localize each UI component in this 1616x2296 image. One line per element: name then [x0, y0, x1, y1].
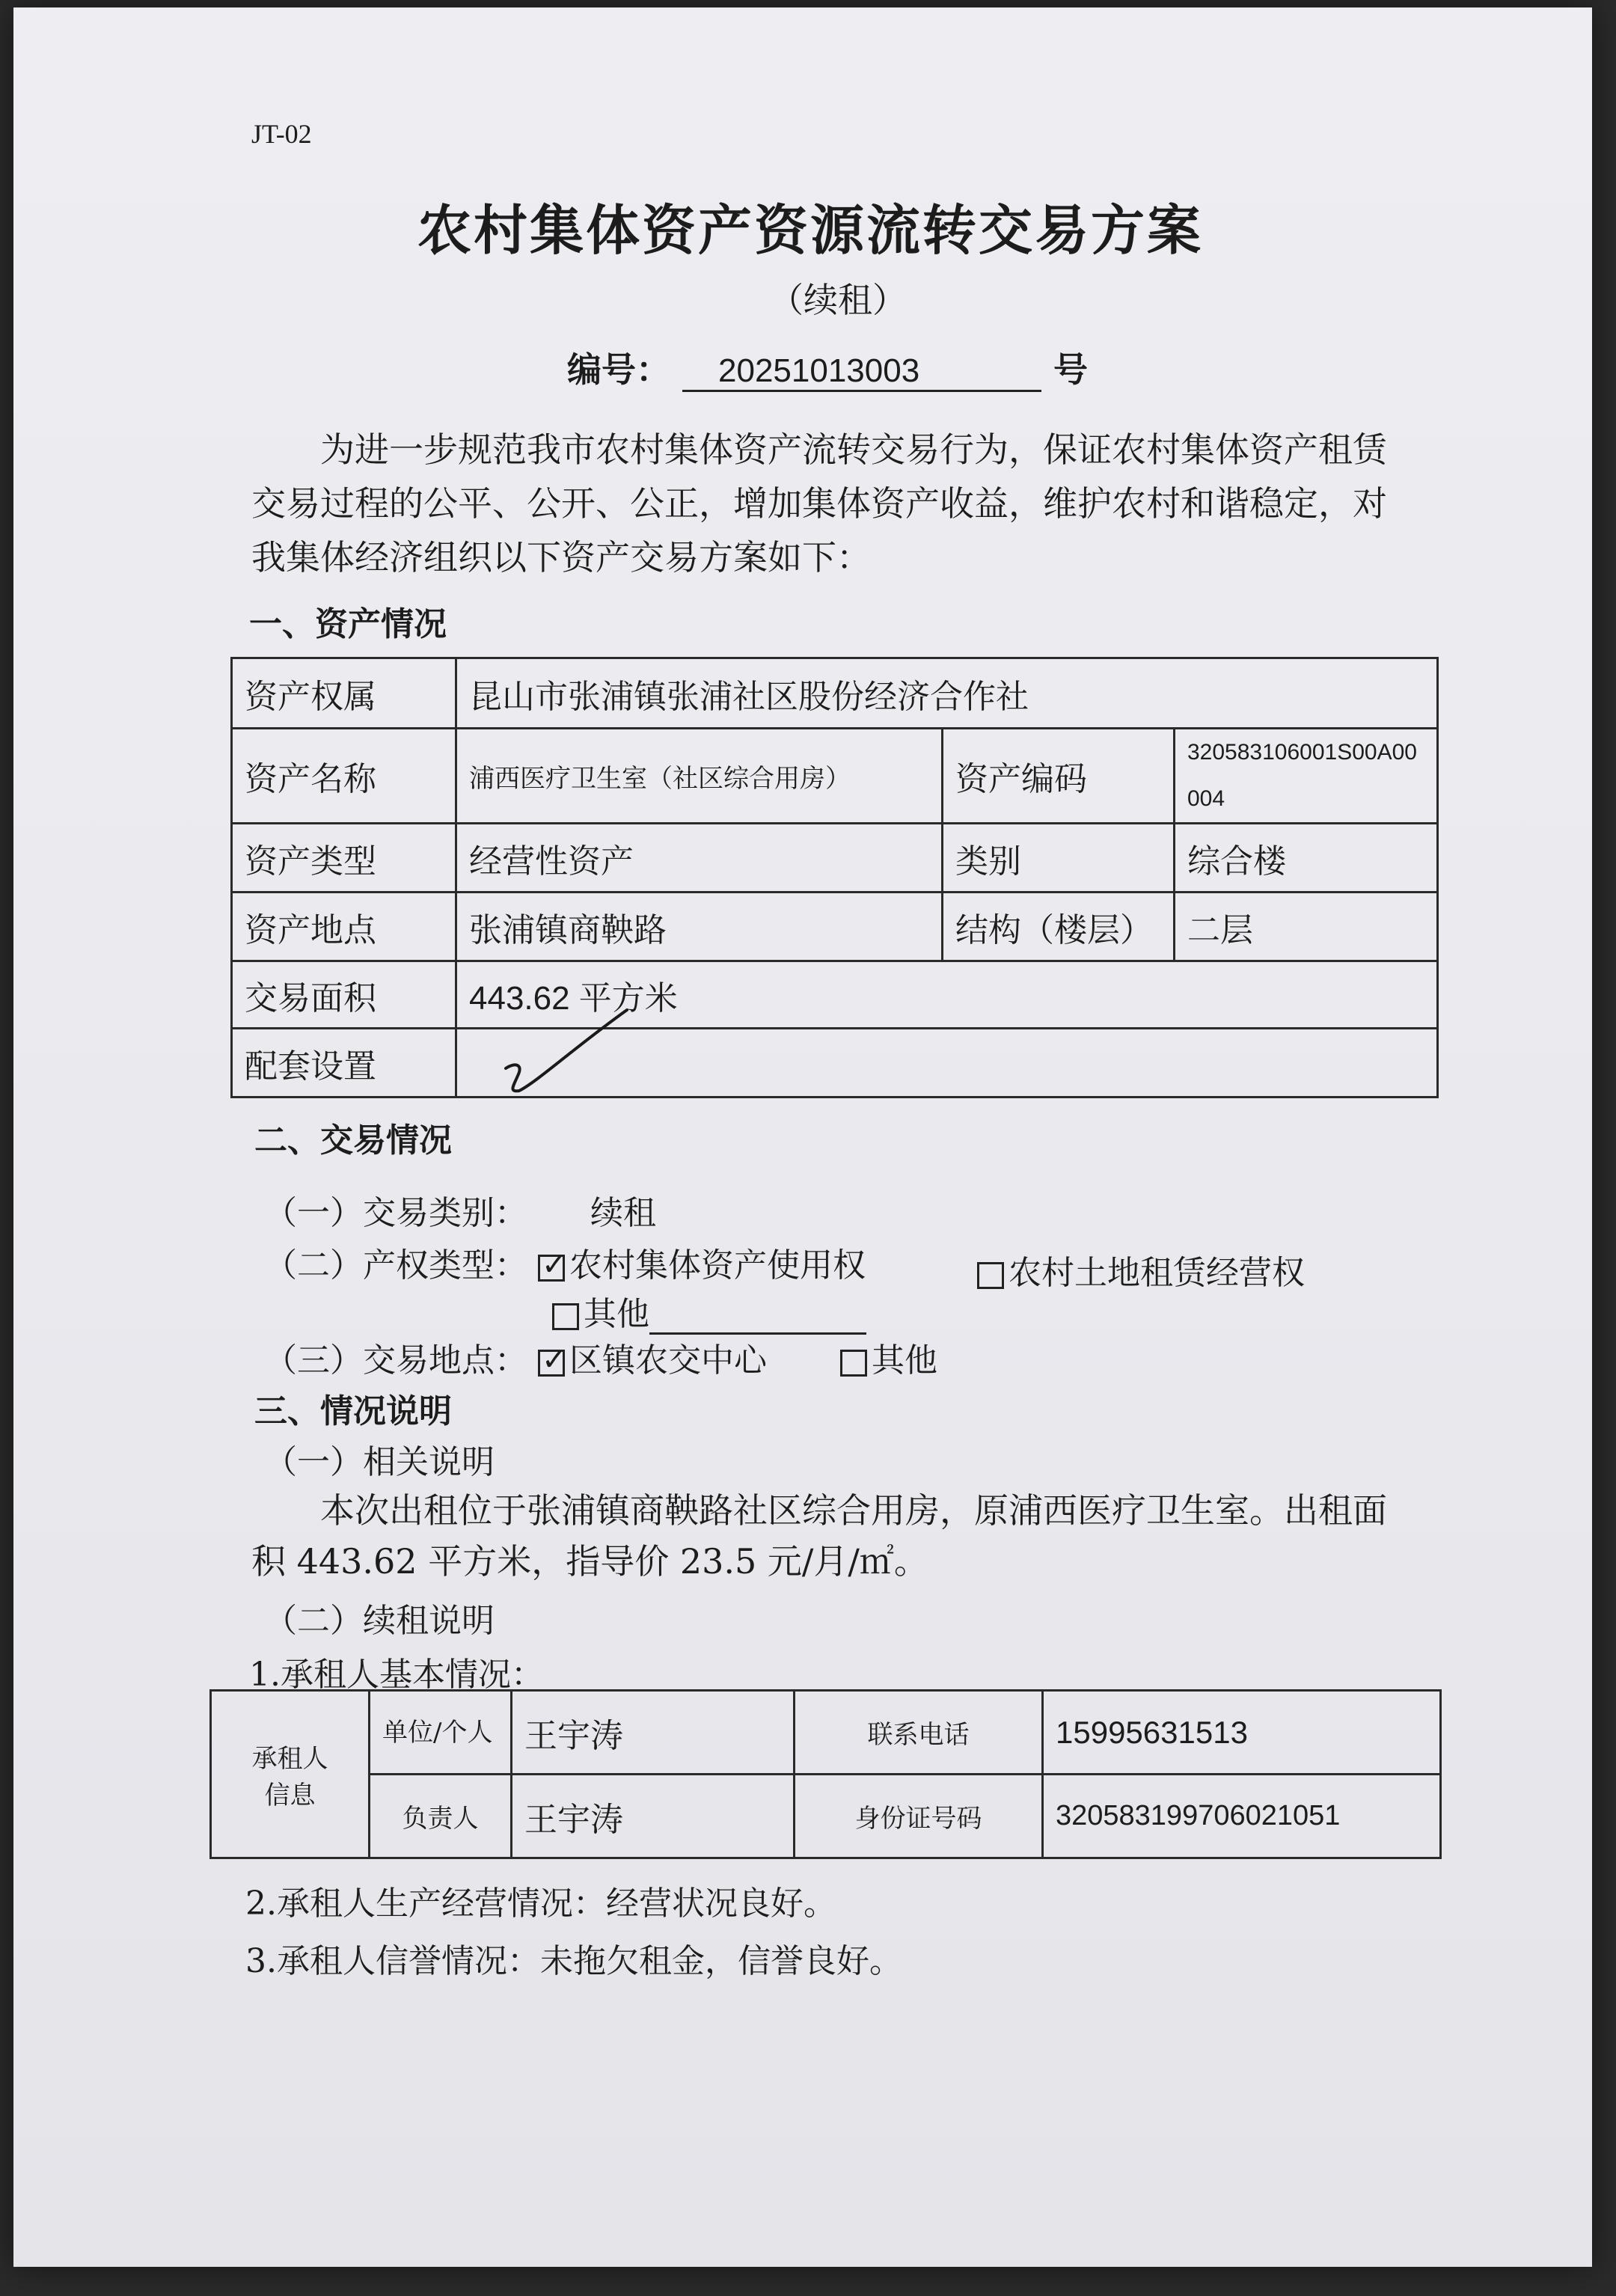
rights-opt1-checkbox[interactable]	[538, 1255, 565, 1282]
trade-type-line	[264, 1186, 656, 1234]
ownership-value: 昆山市张浦镇张浦社区股份经济合作社	[456, 658, 1438, 729]
description-paragraph: 本次出租位于张浦镇商鞅路社区综合用房，原浦西医疗卫生室。出租面积 443.62 平方米，指导价 23.5 元/月/㎡。	[251, 1490, 1387, 1582]
asset-row-location	[232, 893, 1438, 961]
code-value: 320583106001S00A00004	[1175, 729, 1438, 824]
document-number-line	[567, 343, 1088, 392]
rights-opt2-label: 农村土地租赁经营权	[1009, 1254, 1305, 1292]
area-label: 交易面积	[232, 961, 456, 1029]
place-opt2-checkbox[interactable]	[840, 1350, 867, 1377]
structure-label: 结构（楼层）	[943, 893, 1175, 961]
lessee-operation-line: 2.承租人生产经营情况：经营状况良好。	[245, 1885, 836, 1923]
structure-value: 二层	[1175, 893, 1438, 961]
section3-sub1: （一）相关说明	[264, 1443, 495, 1481]
type-label: 资产类型	[232, 824, 456, 893]
trade-type-label: （一）交易类别：	[264, 1194, 527, 1232]
section2-heading: 二、交易情况	[254, 1121, 452, 1160]
area-value: 443.62 平方米	[456, 961, 1438, 1029]
rights-other-blank	[649, 1302, 866, 1335]
asset-row-ownership	[232, 658, 1438, 729]
location-value: 张浦镇商鞅路	[456, 893, 943, 961]
rights-opt3	[552, 1287, 866, 1335]
rights-opt2	[977, 1246, 1305, 1294]
phone-label: 联系电话	[795, 1691, 1043, 1775]
phone-value: 15995631513	[1043, 1691, 1441, 1775]
place-opt1-label: 区镇农交中心	[569, 1341, 767, 1380]
asset-row-name	[232, 729, 1438, 824]
lessee-row-2	[211, 1775, 1441, 1858]
head-value: 王宇涛	[512, 1775, 795, 1858]
unit-value: 王宇涛	[512, 1691, 795, 1775]
form-code: JT-02	[251, 119, 312, 149]
place-line	[264, 1333, 937, 1381]
rights-opt2-checkbox[interactable]	[977, 1262, 1004, 1289]
lessee-credit-line: 3.承租人信誉情况：未拖欠租金，信誉良好。	[245, 1942, 902, 1980]
name-label: 资产名称	[232, 729, 456, 824]
location-label: 资产地点	[232, 893, 456, 961]
id-value: 320583199706021051	[1043, 1775, 1441, 1858]
unit-label: 单位/个人	[370, 1691, 512, 1775]
code-label: 资产编码	[943, 729, 1175, 824]
asset-row-type	[232, 824, 1438, 893]
handwritten-slash-mark	[492, 995, 642, 1122]
asset-row-facilities	[232, 1029, 1438, 1098]
category-value: 综合楼	[1175, 824, 1438, 893]
document-subtitle: （续租）	[769, 280, 907, 320]
facilities-label: 配套设置	[232, 1029, 456, 1098]
number-value: 20251013003	[682, 352, 1041, 392]
lessee-row-1	[211, 1691, 1441, 1775]
document-title: 农村集体资产资源流转交易方案	[417, 199, 1204, 262]
asset-row-area	[232, 961, 1438, 1029]
ownership-label: 资产权属	[232, 658, 456, 729]
rights-label: （二）产权类型：	[264, 1246, 527, 1285]
trade-type-value: 续租	[590, 1194, 656, 1232]
number-suffix: 号	[1053, 349, 1089, 390]
place-opt2-label: 其他	[872, 1341, 937, 1380]
asset-table	[230, 657, 1439, 1098]
number-label: 编号：	[567, 349, 670, 390]
rights-opt1-label: 农村集体资产使用权	[569, 1246, 866, 1285]
place-label: （三）交易地点：	[264, 1341, 527, 1380]
lessee-table	[209, 1689, 1442, 1859]
name-value: 浦西医疗卫生室（社区综合用房）	[456, 729, 943, 824]
lessee-basic-heading: 1.承租人基本情况：	[249, 1656, 544, 1694]
head-label: 负责人	[370, 1775, 512, 1858]
section3-heading: 三、情况说明	[254, 1392, 452, 1430]
section1-heading: 一、资产情况	[249, 605, 447, 643]
place-opt1-checkbox[interactable]	[538, 1350, 565, 1377]
category-label: 类别	[943, 824, 1175, 893]
rights-line	[264, 1238, 866, 1286]
rights-opt3-label: 其他	[584, 1295, 649, 1333]
section3-sub2: （二）续租说明	[264, 1602, 495, 1640]
type-value: 经营性资产	[456, 824, 943, 893]
rights-opt3-checkbox[interactable]	[552, 1303, 579, 1330]
document-page	[13, 7, 1592, 2267]
lessee-info-label: 承租人信息	[211, 1691, 370, 1858]
id-label: 身份证号码	[795, 1775, 1043, 1858]
intro-paragraph: 为进一步规范我市农村集体资产流转交易行为，保证农村集体资产租赁交易过程的公平、公开、公正，增加集体资产收益，维护农村和谐稳定，对我集体经济组织以下资产交易方案如下：	[251, 429, 1387, 578]
